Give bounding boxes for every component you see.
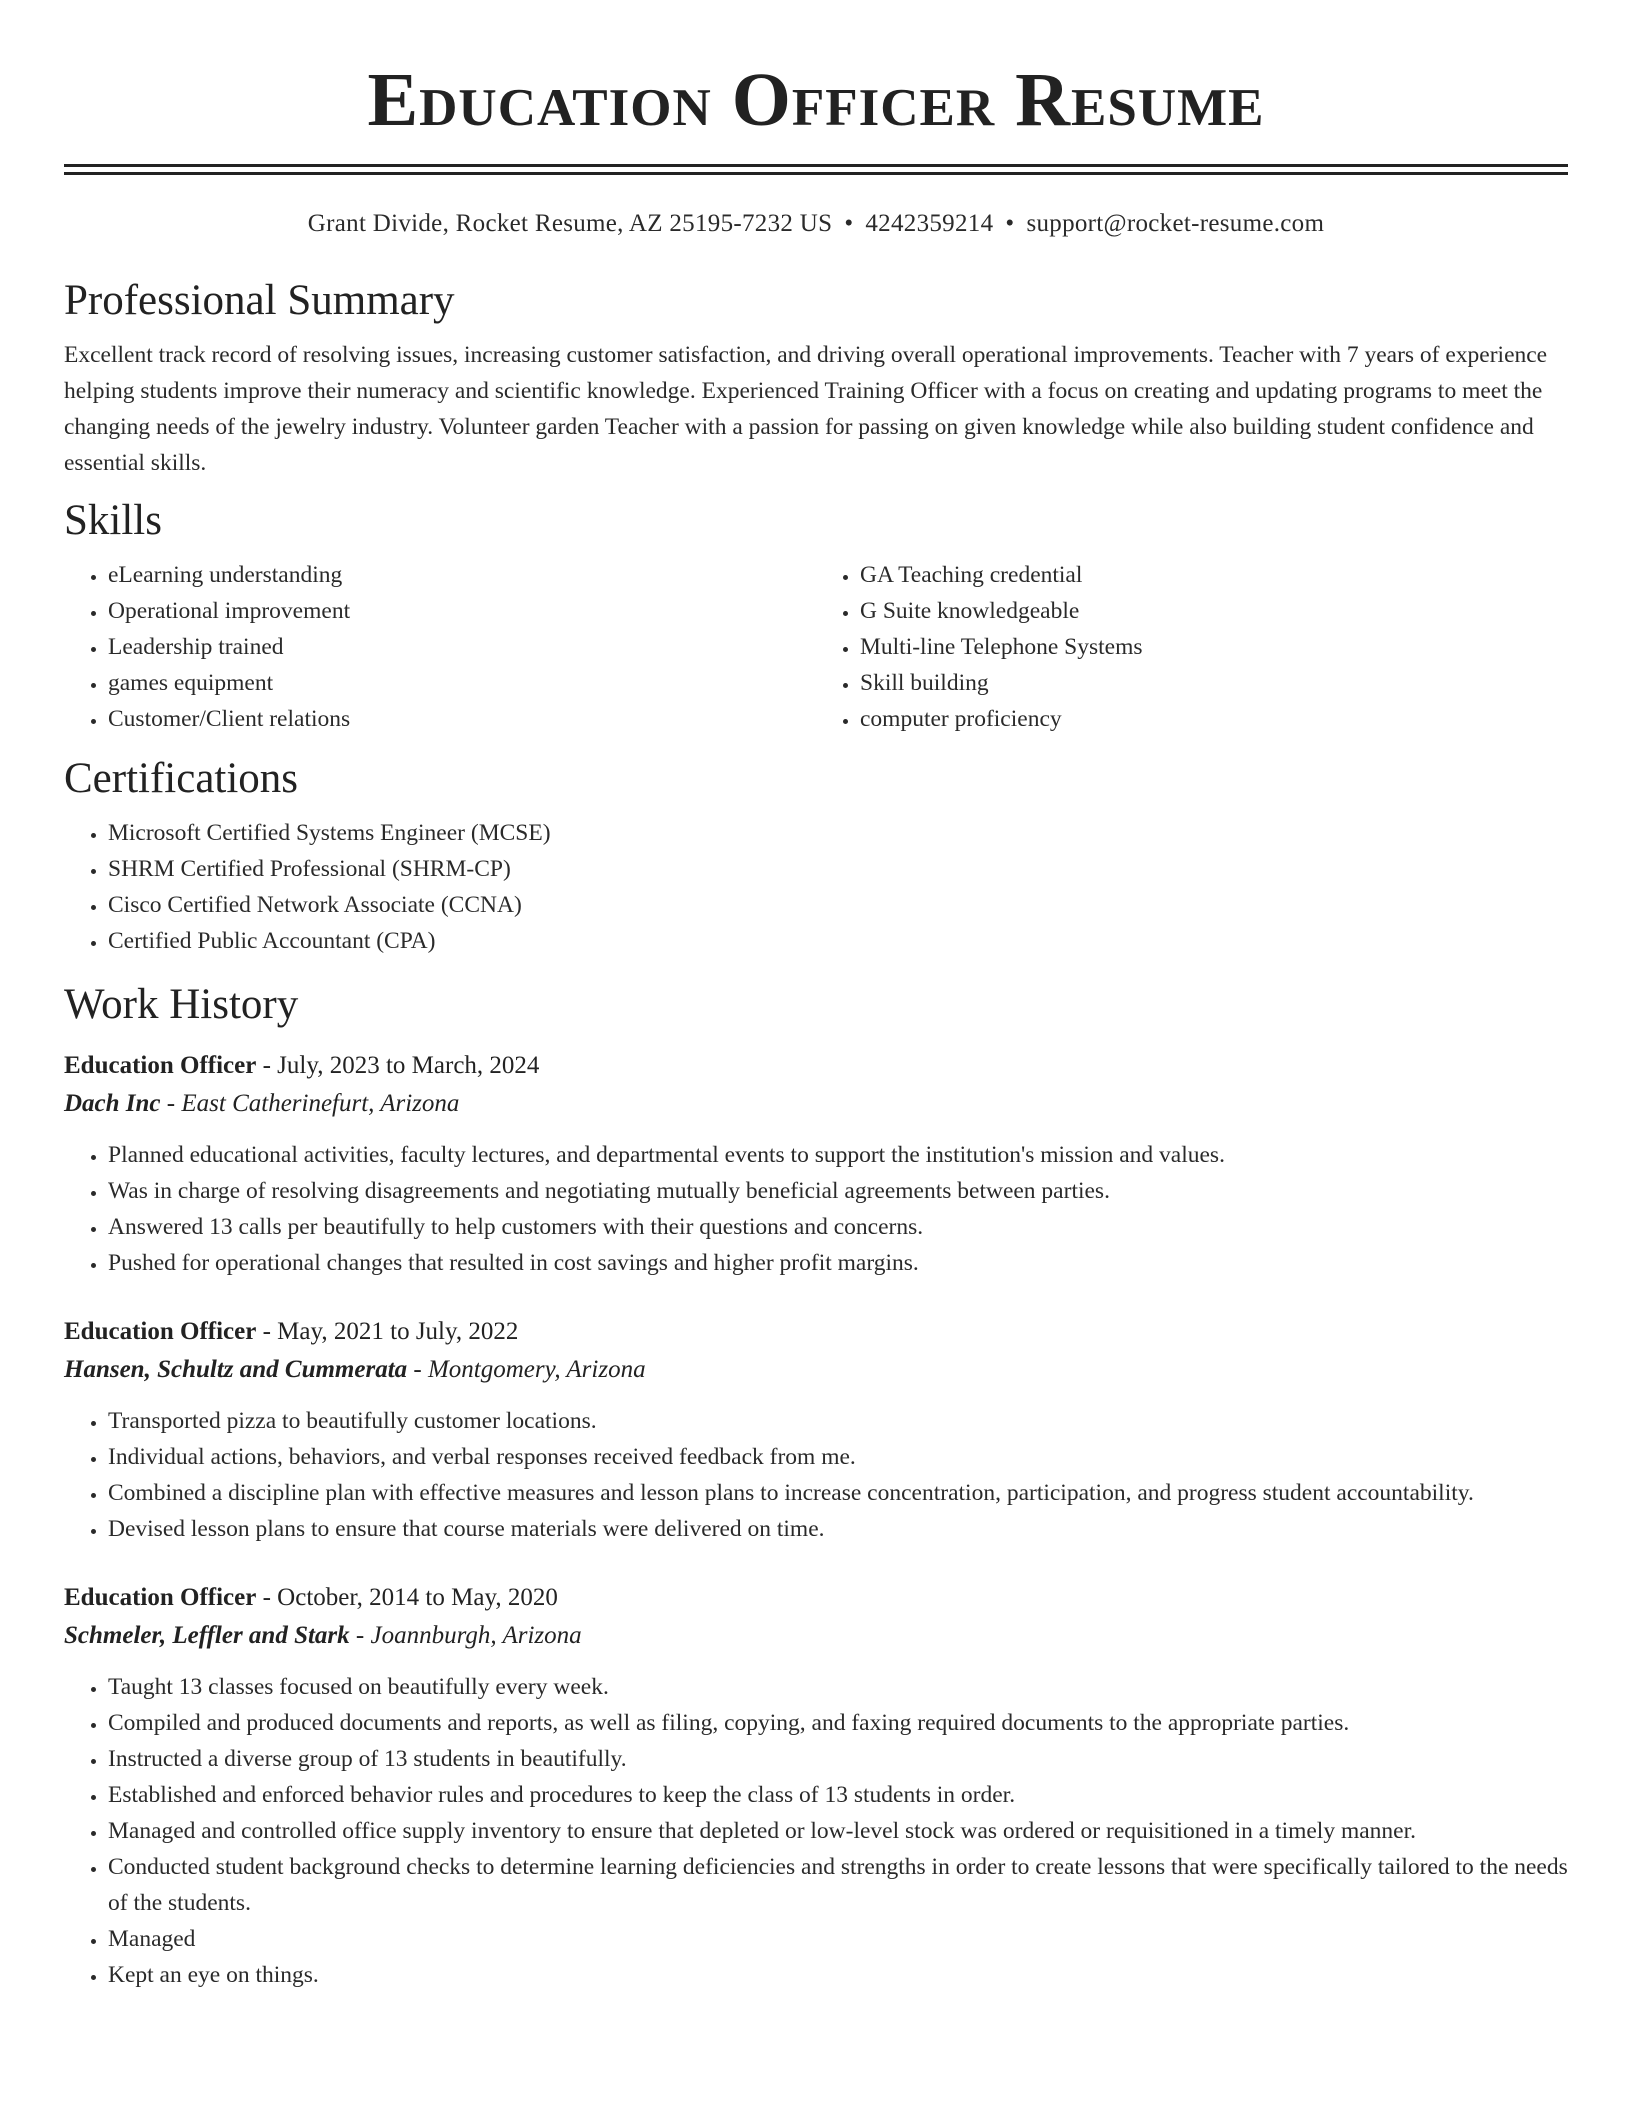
section-heading-certifications: Certifications: [64, 755, 299, 802]
skill-item: • Multi-line Telephone Systems: [860, 629, 1568, 665]
certification-item: • Cisco Certified Network Associate (CCNA): [108, 887, 1568, 923]
skill-item: • G Suite knowledgeable: [860, 593, 1568, 629]
skill-item: • Customer/Client relations: [108, 701, 816, 737]
certification-item: • Certified Public Accountant (CPA): [108, 923, 1568, 959]
job-bullet: • Instructed a diverse group of 13 students in beautifully.: [108, 1741, 1568, 1777]
job-company-line: [64, 1085, 1568, 1123]
job-title-line: [64, 1313, 1568, 1351]
job-bullet: • Combined a discipline plan with effective measures and lesson plans to increase concentration, participation, and progress student accountability.: [108, 1475, 1568, 1511]
section-heading-work-history: Work History: [64, 981, 299, 1028]
certification-item: • SHRM Certified Professional (SHRM-CP): [108, 851, 1568, 887]
job-bullet: • Taught 13 classes focused on beautifully every week.: [108, 1669, 1568, 1705]
job-bullet: • Managed and controlled office supply inventory to ensure that depleted or low-level stock was ordered or requisitioned in a timely manner.: [108, 1813, 1568, 1849]
job-bullet: • Planned educational activities, faculty lectures, and departmental events to support the institution's mission and values.: [108, 1137, 1568, 1173]
resume-title: Education Officer Resume: [367, 58, 1265, 142]
job-dates: - October, 2014 to May, 2020: [256, 1584, 558, 1611]
skill-item: • Operational improvement: [108, 593, 816, 629]
skills-column-right: [816, 557, 1568, 737]
job-entry: [64, 1313, 1568, 1547]
job-bullet: • Managed: [108, 1921, 1568, 1957]
job-location: - Montgomery, Arizona: [407, 1356, 646, 1383]
job-location: - East Catherinefurt, Arizona: [160, 1090, 460, 1117]
skills-column-left: [64, 557, 816, 737]
job-title: Education Officer: [64, 1318, 257, 1345]
job-title: Education Officer: [64, 1584, 257, 1611]
contact-separator: •: [1005, 210, 1015, 237]
skills-list: [64, 557, 1568, 737]
job-company-line: [64, 1351, 1568, 1389]
skill-item: • games equipment: [108, 665, 816, 701]
job-bullet: • Individual actions, behaviors, and verbal responses received feedback from me.: [108, 1439, 1568, 1475]
skill-item: • eLearning understanding: [108, 557, 816, 593]
job-company: Hansen, Schultz and Cummerata: [64, 1356, 408, 1383]
summary-text: Excellent track record of resolving issues, increasing customer satisfaction, and driving overall operational improvements. Teacher with 7 years of experience helping students improve their numeracy and scientific knowledge. Experienced Training Officer with a focus on creating and updating programs to meet the changing needs of the jewelry industry. Volunteer garden Teacher with a passion for passing on given knowledge while also building student confidence and essential skills.: [64, 342, 1548, 476]
job-bullet: • Devised lesson plans to ensure that course materials were delivered on time.: [108, 1511, 1568, 1547]
job-title: Education Officer: [64, 1052, 257, 1079]
job-bullets: [64, 1669, 1568, 1993]
job-company: Schmeler, Leffler and Stark: [64, 1622, 350, 1649]
job-title-line: [64, 1047, 1568, 1085]
job-bullet: • Kept an eye on things.: [108, 1957, 1568, 1993]
title-double-rule: [64, 164, 1568, 175]
job-bullets: [64, 1403, 1568, 1547]
job-bullet: • Answered 13 calls per beautifully to help customers with their questions and concerns.: [108, 1209, 1568, 1245]
job-bullet: • Conducted student background checks to determine learning deficiencies and strengths in order to create lessons that were specifically tailored to the needs of the students.: [108, 1849, 1568, 1921]
job-bullet: • Pushed for operational changes that resulted in cost savings and higher profit margins.: [108, 1245, 1568, 1281]
job-entry: [64, 1579, 1568, 1993]
skill-item: • Skill building: [860, 665, 1568, 701]
job-bullet: • Established and enforced behavior rules and procedures to keep the class of 13 students in order.: [108, 1777, 1568, 1813]
job-entry: [64, 1047, 1568, 1281]
contact-separator: •: [844, 210, 854, 237]
skill-item: • GA Teaching credential: [860, 557, 1568, 593]
skill-item: • computer proficiency: [860, 701, 1568, 737]
job-bullets: [64, 1137, 1568, 1281]
job-bullet: • Was in charge of resolving disagreements and negotiating mutually beneficial agreements between parties.: [108, 1173, 1568, 1209]
skill-item: • Leadership trained: [108, 629, 816, 665]
section-heading-summary: Professional Summary: [64, 277, 455, 324]
job-dates: - July, 2023 to March, 2024: [256, 1052, 540, 1079]
contact-line: [64, 207, 1568, 241]
contact-phone: 4242359214: [865, 210, 994, 237]
job-bullet: • Compiled and produced documents and reports, as well as filing, copying, and faxing required documents to the appropriate parties.: [108, 1705, 1568, 1741]
certifications-list: [64, 815, 1568, 959]
job-title-line: [64, 1579, 1568, 1617]
section-heading-skills: Skills: [64, 497, 162, 544]
contact-address: Grant Divide, Rocket Resume, AZ 25195-7232 US: [307, 210, 833, 237]
job-company-line: [64, 1617, 1568, 1655]
job-company: Dach Inc: [64, 1090, 161, 1117]
certification-item: • Microsoft Certified Systems Engineer (MCSE): [108, 815, 1568, 851]
contact-email: support@rocket-resume.com: [1026, 210, 1325, 237]
job-location: - Joannburgh, Arizona: [349, 1622, 582, 1649]
job-bullet: • Transported pizza to beautifully customer locations.: [108, 1403, 1568, 1439]
job-dates: - May, 2021 to July, 2022: [256, 1318, 519, 1345]
